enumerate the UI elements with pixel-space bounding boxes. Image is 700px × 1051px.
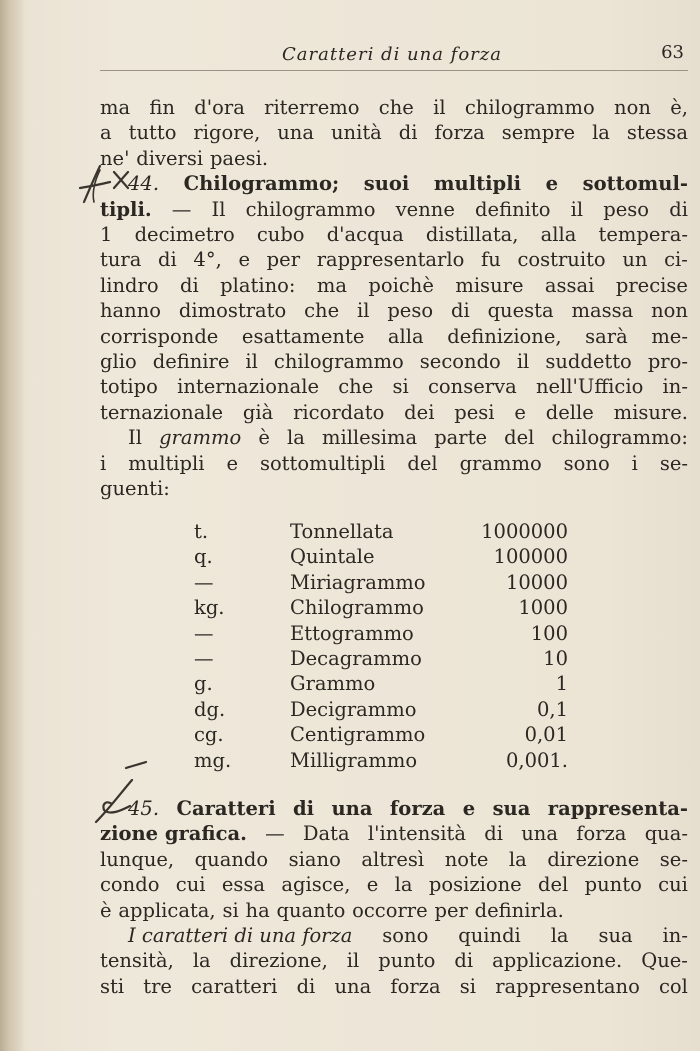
word: l'intensità <box>367 822 466 846</box>
section-45-title-word: di <box>293 797 315 820</box>
unit-value: 0,001. <box>505 748 568 772</box>
text-line <box>100 95 688 120</box>
term-caratteri: I caratteri di una forza <box>128 924 353 948</box>
word: sti <box>100 974 125 998</box>
section-44-title-end: tipli. <box>100 197 152 221</box>
word: fu <box>481 248 501 272</box>
word: del <box>504 426 535 450</box>
word: definito <box>475 197 551 221</box>
section-45-title-word: sua <box>492 797 531 820</box>
section-44-title-word: sottomul- <box>582 172 688 196</box>
word: e <box>366 873 379 897</box>
word: è <box>258 426 270 450</box>
word: sua <box>598 924 633 948</box>
word: lindro <box>100 273 159 297</box>
word: Il <box>128 426 142 450</box>
word: il <box>516 350 530 374</box>
word: d'acqua <box>326 223 404 247</box>
word: platino: <box>220 273 296 297</box>
section-44-title-word: multipli <box>433 172 522 196</box>
word: la <box>550 924 569 948</box>
word: d'ora <box>194 96 245 119</box>
word: direzione, <box>229 949 328 973</box>
word: sarà <box>585 324 628 348</box>
word: i <box>100 451 107 475</box>
table-row <box>100 671 688 696</box>
text-line <box>100 847 688 872</box>
word: costruito <box>517 248 606 272</box>
text-line <box>100 425 688 450</box>
word: ricordato <box>293 400 385 424</box>
unit-value: 10 <box>543 646 568 670</box>
word: tensità, <box>100 949 174 973</box>
word: grammo <box>459 451 542 475</box>
table-row <box>100 621 688 646</box>
word: assai <box>544 273 595 297</box>
text-line <box>100 349 688 374</box>
word: del <box>538 873 569 897</box>
unit-name: Quintale <box>290 545 375 569</box>
word: peso <box>387 299 434 323</box>
text-line <box>100 120 688 145</box>
section-44-number: 44. <box>128 172 160 196</box>
page-body-lower <box>100 796 688 999</box>
word: suddetto <box>545 350 632 374</box>
word: essa <box>221 873 266 897</box>
word: diversi <box>136 146 204 170</box>
word: ternazionale <box>100 400 224 424</box>
word: posizione <box>428 873 522 897</box>
table-row <box>100 519 688 544</box>
word: a <box>100 121 112 145</box>
text-line <box>100 273 688 298</box>
word: stessa <box>626 121 688 145</box>
word: unità <box>330 121 382 145</box>
word: tura <box>100 248 142 272</box>
word: secondo <box>419 350 501 374</box>
text-line <box>100 197 688 222</box>
word: note <box>444 847 489 871</box>
text-line <box>100 923 688 948</box>
text-line <box>100 400 688 425</box>
section-45-heading-line <box>100 796 688 821</box>
section-45-title-word: rappresenta- <box>547 797 688 820</box>
word: forza <box>576 822 627 846</box>
pencil-mark-icon <box>86 760 158 830</box>
text-line <box>100 451 688 476</box>
word: si <box>392 375 409 399</box>
word: sono <box>382 924 429 948</box>
text-line <box>100 298 688 323</box>
text-line <box>100 872 688 897</box>
text-line <box>100 324 688 349</box>
word: la <box>286 426 305 450</box>
text-line <box>100 476 688 501</box>
unit-abbreviation: g. <box>194 672 213 696</box>
word: il <box>570 197 584 221</box>
word: definirla. <box>474 898 564 922</box>
word: glio <box>100 350 137 374</box>
word: pesi <box>454 400 495 424</box>
section-45-title-end: zione grafica. <box>100 822 247 846</box>
unit-name: Decagrammo <box>290 646 422 670</box>
word: agisce, <box>281 873 351 897</box>
word: lunque, <box>100 847 175 871</box>
section-45-title-word: e <box>462 797 476 820</box>
word: forza <box>434 121 485 145</box>
word: di <box>450 299 470 323</box>
word: il <box>356 299 370 323</box>
word: delle <box>545 400 594 424</box>
word: multipli <box>128 451 205 475</box>
section-45-title-word: Caratteri <box>176 797 276 820</box>
unit-value: 1000 <box>518 596 568 620</box>
word: — <box>265 822 285 846</box>
word: una <box>334 974 372 998</box>
unit-name: Grammo <box>290 672 376 696</box>
word: e <box>514 400 526 424</box>
word: hanno <box>100 299 162 323</box>
word: per <box>434 898 468 922</box>
word: ne' <box>100 146 130 170</box>
word: se- <box>659 451 688 475</box>
table-row <box>100 697 688 722</box>
word: direzione <box>547 847 640 871</box>
word: di <box>296 974 316 998</box>
word: Que- <box>641 949 688 973</box>
word: nell'Ufficio <box>535 375 644 399</box>
page-spine-shadow <box>0 0 24 1051</box>
text-line <box>100 898 688 923</box>
word: corrisponde <box>100 324 219 348</box>
word: ma <box>100 96 131 119</box>
word: il <box>346 949 360 973</box>
word: in- <box>662 375 688 399</box>
unit-value: 1000000 <box>481 520 568 543</box>
unit-abbreviation: t. <box>194 520 209 543</box>
word: tre <box>143 974 172 998</box>
word: cubo <box>256 223 305 247</box>
word: Data <box>302 822 350 846</box>
text-line <box>100 974 688 999</box>
unit-name: Milligrammo <box>290 748 418 772</box>
unit-name: Tonnellata <box>290 520 394 543</box>
word: di <box>158 248 177 272</box>
word: millesima <box>321 426 418 450</box>
word: pro- <box>647 350 688 374</box>
word: la <box>192 949 211 973</box>
word: tempera- <box>598 223 688 247</box>
word: il <box>433 96 446 119</box>
word: condo <box>100 873 160 897</box>
units-table <box>100 519 688 773</box>
word: — <box>171 197 192 221</box>
unit-abbreviation: — <box>194 646 214 670</box>
word: alla <box>540 223 577 247</box>
word: massa <box>571 299 634 323</box>
text-line <box>100 247 688 272</box>
word: di <box>454 949 474 973</box>
section-44-title-word: Chilogrammo; <box>183 172 340 196</box>
text-line <box>100 146 688 171</box>
section-44-heading-line <box>100 171 688 196</box>
term-grammo: grammo <box>159 426 242 450</box>
word: punto <box>378 949 436 973</box>
word: il <box>245 350 258 374</box>
text-line <box>100 222 688 247</box>
running-title: Caratteri di una forza <box>282 44 502 65</box>
word: misure <box>455 273 524 297</box>
table-row <box>100 722 688 747</box>
unit-abbreviation: — <box>194 570 214 594</box>
table-row <box>100 595 688 620</box>
unit-value: 1 <box>555 672 568 696</box>
word: ma <box>316 273 347 297</box>
word: chilogrammo <box>273 350 404 374</box>
word: sono <box>563 451 610 475</box>
word: di <box>180 273 199 297</box>
unit-abbreviation: dg. <box>194 697 226 721</box>
word: sempre <box>501 121 576 145</box>
word: i <box>631 451 638 475</box>
word: del <box>407 451 438 475</box>
word: Il <box>211 197 226 221</box>
word: caratteri <box>191 974 278 998</box>
word: è, <box>670 96 688 119</box>
word: per <box>266 248 301 272</box>
word: col <box>659 974 688 998</box>
unit-abbreviation: q. <box>194 545 213 569</box>
table-row <box>100 544 688 569</box>
word: si <box>459 974 477 998</box>
unit-name: Ettogrammo <box>290 621 414 645</box>
word: applicata, <box>118 898 216 922</box>
unit-name: Miriagrammo <box>290 570 426 594</box>
unit-abbreviation: cg. <box>194 723 224 747</box>
page-body <box>100 95 688 502</box>
word: non <box>651 299 688 323</box>
word: quando <box>194 847 269 871</box>
word: rigore, <box>193 121 261 145</box>
word: chilogrammo: <box>551 426 688 450</box>
word: ci- <box>664 248 688 272</box>
word: si <box>222 898 239 922</box>
word: altresì <box>361 847 425 871</box>
section-45-number: 45. <box>128 797 160 820</box>
word: cui <box>658 873 688 897</box>
word: 4°, <box>193 248 222 272</box>
word: dimostrato <box>178 299 287 323</box>
word: che <box>378 96 414 119</box>
word: di <box>484 822 503 846</box>
unit-abbreviation: — <box>194 621 214 645</box>
section-44-title-word: e <box>545 172 559 196</box>
word: in- <box>662 924 688 948</box>
unit-name: Centigrammo <box>290 723 426 747</box>
word: esattamente <box>241 324 365 348</box>
word: qua- <box>644 822 688 846</box>
word: definizione, <box>447 324 562 348</box>
word: la <box>592 121 610 145</box>
unit-value: 0,1 <box>536 697 568 721</box>
word: fin <box>149 96 175 119</box>
word: se- <box>659 847 688 871</box>
word: peso <box>603 197 650 221</box>
word: occorre <box>352 898 428 922</box>
word: un <box>622 248 648 272</box>
table-row <box>100 748 688 773</box>
word: di <box>398 121 418 145</box>
unit-value: 0,01 <box>524 723 568 747</box>
word: me- <box>651 324 688 348</box>
word: paesi. <box>209 146 269 170</box>
word: rappresentano <box>495 974 640 998</box>
unit-value: 100000 <box>493 545 568 569</box>
section-44-title-word: suoi <box>363 172 410 196</box>
word: venne <box>395 197 455 221</box>
word: già <box>242 400 274 424</box>
word: di <box>669 197 688 221</box>
text-line <box>100 948 688 973</box>
word: che <box>338 375 374 399</box>
word: che <box>304 299 340 323</box>
word: tutto <box>128 121 177 145</box>
page-number: 63 <box>661 42 684 63</box>
unit-abbreviation: mg. <box>194 748 232 772</box>
word: conserva <box>427 375 517 399</box>
word: cui <box>175 873 206 897</box>
word: siano <box>288 847 341 871</box>
pencil-mark-icon <box>70 158 150 210</box>
word: rappresentarlo <box>316 248 465 272</box>
unit-value: 10000 <box>505 570 568 594</box>
text-line <box>100 821 688 846</box>
word: è <box>100 898 112 922</box>
section-45-title-word: una <box>331 797 373 820</box>
table-row <box>100 570 688 595</box>
word: internazionale <box>177 375 319 399</box>
unit-abbreviation: kg. <box>194 596 225 620</box>
unit-name: Decigrammo <box>290 697 417 721</box>
word: ha <box>245 898 270 922</box>
word: la <box>394 873 413 897</box>
text-line <box>100 374 688 399</box>
unit-name: Chilogrammo <box>290 596 424 620</box>
word: distillata, <box>425 223 519 247</box>
word: dei <box>404 400 435 424</box>
page-header <box>100 40 688 71</box>
word: chilogrammo <box>464 96 595 119</box>
word: riterremo <box>264 96 360 119</box>
word: la <box>508 847 527 871</box>
word: quanto <box>276 898 346 922</box>
word: totipo <box>100 375 158 399</box>
section-45-title-word: forza <box>389 797 446 820</box>
word: sottomultipli <box>259 451 386 475</box>
word: e <box>226 451 238 475</box>
word: precise <box>615 273 688 297</box>
word: decimetro <box>134 223 235 247</box>
word: guenti: <box>100 477 170 501</box>
table-row <box>100 646 688 671</box>
word: misure. <box>613 400 688 424</box>
word: questa <box>487 299 554 323</box>
word: parte <box>434 426 487 450</box>
word: alla <box>387 324 424 348</box>
word: poichè <box>368 273 434 297</box>
word: quindi <box>458 924 521 948</box>
word: definire <box>152 350 230 374</box>
word: forza <box>390 974 441 998</box>
word: e <box>238 248 250 272</box>
unit-value: 100 <box>530 621 568 645</box>
word: chilogrammo <box>245 197 376 221</box>
word: una <box>277 121 314 145</box>
word: 1 <box>100 223 113 247</box>
word: una <box>521 822 558 846</box>
word: punto <box>584 873 642 897</box>
word: non <box>614 96 651 119</box>
word: applicazione. <box>492 949 623 973</box>
